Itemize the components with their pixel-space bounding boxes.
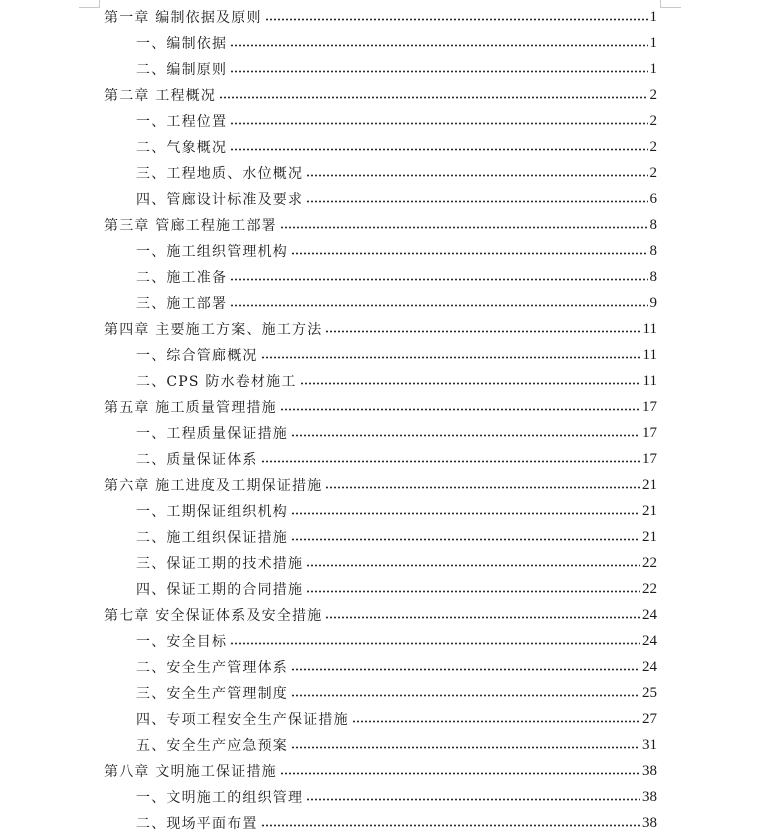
toc-page-number: 17 <box>642 450 657 467</box>
toc-chapter-entry[interactable] <box>104 82 657 108</box>
toc-chapter-entry[interactable] <box>104 316 657 342</box>
toc-entry-title: 第一章 编制依据及原则 <box>104 10 262 26</box>
toc-page-number: 11 <box>642 346 657 363</box>
toc-dot-leader <box>291 746 640 749</box>
toc-page-number: 38 <box>642 788 657 805</box>
toc-section-entry[interactable] <box>136 368 657 394</box>
toc-entry-title: 一、文明施工的组织管理 <box>136 790 304 806</box>
toc-chapter-entry[interactable] <box>104 758 657 784</box>
toc-page-number: 25 <box>642 684 657 701</box>
toc-entry-title: 一、工程质量保证措施 <box>136 426 288 442</box>
toc-page-number: 31 <box>642 736 657 753</box>
toc-dot-leader <box>325 616 640 619</box>
toc-section-entry[interactable] <box>136 108 657 134</box>
toc-page-number: 8 <box>649 216 657 233</box>
toc-entry-title: 二、安全生产管理体系 <box>136 660 288 676</box>
toc-entry-title: 第七章 安全保证体系及安全措施 <box>104 608 323 624</box>
toc-page-number: 6 <box>649 190 657 207</box>
toc-page-number: 11 <box>642 372 657 389</box>
toc-page-number: 8 <box>649 242 657 259</box>
toc-dot-leader <box>291 512 640 515</box>
toc-entry-title: 一、编制依据 <box>136 36 228 52</box>
toc-section-entry[interactable] <box>136 264 657 290</box>
toc-chapter-entry[interactable] <box>104 212 657 238</box>
toc-section-entry[interactable] <box>136 550 657 576</box>
toc-entry-title: 二、CPS 防水卷材施工 <box>136 374 297 390</box>
toc-page-number: 2 <box>649 138 657 155</box>
toc-dot-leader <box>280 226 648 229</box>
toc-dot-leader <box>325 486 640 489</box>
toc-entry-title: 三、安全生产管理制度 <box>136 686 288 702</box>
toc-section-entry[interactable] <box>136 654 657 680</box>
toc-dot-leader <box>291 538 640 541</box>
toc-page-number: 17 <box>642 424 657 441</box>
toc-page-number: 2 <box>649 164 657 181</box>
toc-dot-leader <box>306 590 640 593</box>
toc-chapter-entry[interactable] <box>104 4 657 30</box>
toc-section-entry[interactable] <box>136 706 657 732</box>
toc-entry-title: 第三章 管廊工程施工部署 <box>104 218 277 234</box>
toc-section-entry[interactable] <box>136 186 657 212</box>
toc-section-entry[interactable] <box>136 160 657 186</box>
toc-chapter-entry[interactable] <box>104 394 657 420</box>
toc-entry-title: 二、施工组织保证措施 <box>136 530 288 546</box>
toc-entry-title: 二、质量保证体系 <box>136 452 258 468</box>
toc-dot-leader <box>230 304 647 307</box>
toc-section-entry[interactable] <box>136 524 657 550</box>
toc-page-number: 22 <box>642 580 657 597</box>
toc-dot-leader <box>352 720 640 723</box>
toc-dot-leader <box>261 460 640 463</box>
toc-entry-title: 第二章 工程概况 <box>104 88 217 104</box>
toc-page-number: 17 <box>642 398 657 415</box>
toc-dot-leader <box>230 278 647 281</box>
toc-section-entry[interactable] <box>136 30 657 56</box>
toc-entry-title: 一、施工组织管理机构 <box>136 244 288 260</box>
toc-page-number: 24 <box>642 606 657 623</box>
toc-page-number: 9 <box>649 294 657 311</box>
toc-page-number: 38 <box>642 762 657 779</box>
toc-section-entry[interactable] <box>136 420 657 446</box>
toc-section-entry[interactable] <box>136 498 657 524</box>
toc-entry-title: 四、管廊设计标准及要求 <box>136 192 304 208</box>
toc-section-entry[interactable] <box>136 56 657 82</box>
toc-dot-leader <box>230 148 647 151</box>
toc-entry-title: 三、保证工期的技术措施 <box>136 556 304 572</box>
toc-dot-leader <box>265 18 648 21</box>
toc-entry-title: 一、工程位置 <box>136 114 228 130</box>
toc-entry-title: 第四章 主要施工方案、施工方法 <box>104 322 323 338</box>
toc-entry-title: 二、施工准备 <box>136 270 228 286</box>
toc-page-number: 24 <box>642 632 657 649</box>
toc-dot-leader <box>325 330 640 333</box>
toc-dot-leader <box>261 356 641 359</box>
toc-page-number: 22 <box>642 554 657 571</box>
toc-entry-title: 三、施工部署 <box>136 296 228 312</box>
toc-section-entry[interactable] <box>136 238 657 264</box>
toc-entry-title: 二、现场平面布置 <box>136 816 258 832</box>
toc-page-number: 27 <box>642 710 657 727</box>
page-corner-mark-left <box>79 0 100 8</box>
toc-entry-title: 一、工期保证组织机构 <box>136 504 288 520</box>
toc-dot-leader <box>291 694 640 697</box>
toc-entry-title: 四、专项工程安全生产保证措施 <box>136 712 349 728</box>
toc-section-entry[interactable] <box>136 290 657 316</box>
toc-entry-title: 一、安全目标 <box>136 634 228 650</box>
toc-dot-leader <box>219 96 647 99</box>
toc-section-entry[interactable] <box>136 342 657 368</box>
toc-section-entry[interactable] <box>136 732 657 758</box>
toc-page-number: 1 <box>649 60 657 77</box>
toc-chapter-entry[interactable] <box>104 472 657 498</box>
page-corner-mark-right <box>660 0 681 8</box>
toc-page-number: 2 <box>649 86 657 103</box>
toc-section-entry[interactable] <box>136 810 657 836</box>
toc-page-number: 11 <box>642 320 657 337</box>
toc-page-number: 21 <box>642 476 657 493</box>
toc-page-number: 38 <box>642 814 657 831</box>
toc-dot-leader <box>230 122 647 125</box>
toc-section-entry[interactable] <box>136 680 657 706</box>
toc-page-number: 21 <box>642 502 657 519</box>
toc-section-entry[interactable] <box>136 628 657 654</box>
toc-entry-title: 二、气象概况 <box>136 140 228 156</box>
toc-dot-leader <box>230 44 647 47</box>
toc-dot-leader <box>306 798 640 801</box>
toc-section-entry[interactable] <box>136 446 657 472</box>
toc-dot-leader <box>306 200 647 203</box>
toc-page-number: 8 <box>649 268 657 285</box>
toc-page-number: 1 <box>649 8 657 25</box>
toc-entry-title: 第五章 施工质量管理措施 <box>104 400 277 416</box>
toc-dot-leader <box>230 642 640 645</box>
toc-page-number: 21 <box>642 528 657 545</box>
toc-dot-leader <box>261 824 640 827</box>
toc-page-number: 24 <box>642 658 657 675</box>
toc-entry-title: 四、保证工期的合同措施 <box>136 582 304 598</box>
toc-section-entry[interactable] <box>136 576 657 602</box>
toc-dot-leader <box>291 668 640 671</box>
toc-entry-title: 二、编制原则 <box>136 62 228 78</box>
toc-entry-title: 一、综合管廊概况 <box>136 348 258 364</box>
toc-dot-leader <box>291 252 648 255</box>
toc-page-number: 1 <box>649 34 657 51</box>
toc-dot-leader <box>306 564 640 567</box>
toc-page-number: 2 <box>649 112 657 129</box>
toc-dot-leader <box>280 772 640 775</box>
toc-entry-title: 第八章 文明施工保证措施 <box>104 764 277 780</box>
toc-dot-leader <box>230 70 647 73</box>
toc-section-entry[interactable] <box>136 784 657 810</box>
toc-entry-title: 三、工程地质、水位概况 <box>136 166 304 182</box>
toc-dot-leader <box>306 174 647 177</box>
toc-entry-title: 第六章 施工进度及工期保证措施 <box>104 478 323 494</box>
toc-dot-leader <box>300 382 641 385</box>
toc-dot-leader <box>291 434 640 437</box>
toc-section-entry[interactable] <box>136 134 657 160</box>
toc-chapter-entry[interactable] <box>104 602 657 628</box>
toc-dot-leader <box>280 408 640 411</box>
toc-entry-title: 五、安全生产应急预案 <box>136 738 288 754</box>
